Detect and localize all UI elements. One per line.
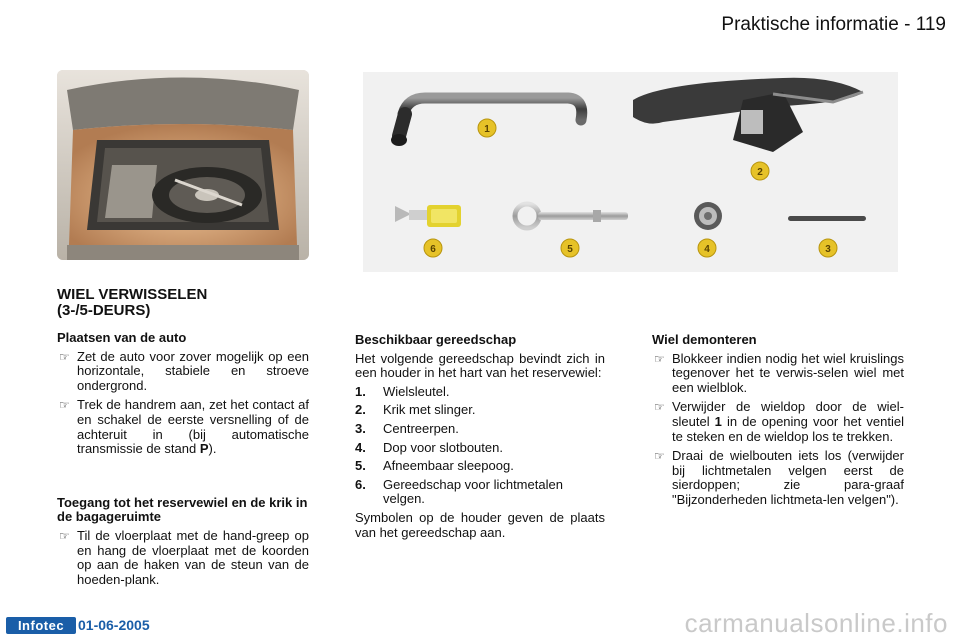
tool-number: 4. (355, 439, 366, 455)
tool-list-item (355, 478, 605, 507)
tool-list-item (355, 441, 605, 456)
pointing-hand-icon: ☞ (654, 351, 665, 366)
tool-list-item (355, 403, 605, 418)
pointing-hand-icon: ☞ (59, 398, 70, 413)
infotec-logo: Infotec (6, 617, 76, 634)
section-title (57, 287, 207, 319)
tool-label-5: 5 (567, 244, 573, 255)
removal-heading: Wiel demonteren (652, 332, 757, 347)
gear-position-value: P (199, 441, 209, 457)
tool-name: Krik met slinger. (383, 402, 476, 418)
tool-name: Gereedschap voor lichtmetalen velgen. (383, 476, 563, 507)
section-title-line-1: WIEL VERWISSELEN (57, 286, 208, 303)
bullet-text: Blokkeer indien nodig het wiel kruislings tegenover het te verwis-selen wiel met een wielblok. (672, 350, 904, 395)
tool-number: 5. (355, 458, 366, 474)
footer-date: 01-06-2005 (78, 617, 150, 633)
pointing-hand-icon: ☞ (59, 349, 70, 364)
column-positioning (57, 331, 309, 592)
bullet-text: Verwijder de wieldop door de wiel-sleutel (672, 399, 904, 429)
tool-label-2: 2 (757, 167, 763, 178)
tool-list-item (355, 459, 605, 474)
pointing-hand-icon: ☞ (59, 528, 70, 543)
centring-pin-icon (788, 216, 866, 221)
bullet-text: Zet de auto voor zover mogelijk op een horizontale, stabiele en stroeve ondergrond. (77, 348, 309, 393)
bullet-item (57, 529, 309, 587)
tool-number: 6. (355, 476, 366, 492)
tool-label-3: 3 (825, 244, 831, 255)
tools-photo (363, 72, 898, 272)
tool-name: Centreerpen. (383, 420, 459, 436)
page-header: Praktische informatie - 119 (721, 14, 946, 35)
watermark: carmanualsonline.info (684, 608, 948, 638)
bullet-item (652, 352, 904, 396)
tools-outro: Symbolen op de houder geven de plaats van het gereedschap aan. (355, 509, 605, 540)
bullet-text-suffix: ). (208, 441, 217, 457)
tool-label-6: 6 (430, 244, 436, 255)
bullet-text: in de opening voor het ventiel te steken en de wieldop los te trekken. (672, 413, 904, 444)
section-title-line-2: (3-/5-DEURS) (57, 302, 151, 319)
lock-bolt-cap-icon (694, 202, 722, 230)
tool-number: 1. (355, 383, 366, 399)
bullet-text: Trek de handrem aan, zet het contact af en schakel de eerste versnelling of de achteruit in (bij automatische transmissie de stand (77, 397, 309, 457)
column-removal (652, 333, 904, 513)
tool-reference-number: 1 (714, 413, 722, 429)
tool-label-1: 1 (484, 124, 490, 135)
tools-heading: Beschikbaar gereedschap (355, 332, 517, 347)
pointing-hand-icon: ☞ (654, 449, 665, 464)
bullet-item (652, 400, 904, 444)
tool-name: Wielsleutel. (383, 383, 450, 399)
column-tools (355, 333, 605, 544)
bullet-text: Draai de wielbouten iets los (verwijder bij lichtmetalen velgen eerst de sierdoppen; zie para-graaf "Bijzonderheden lichtmeta-len velgen"). (672, 448, 904, 507)
tool-label-4: 4 (704, 244, 710, 255)
tool-name: Dop voor slotbouten. (383, 439, 503, 455)
tool-list-item (355, 422, 605, 437)
bullet-item (652, 449, 904, 507)
trunk-photo (57, 70, 309, 260)
tool-list-item (355, 385, 605, 400)
tool-name: Afneembaar sleepoog. (383, 458, 514, 474)
tools-intro: Het volgende gereedschap bevindt zich in een houder in het hart van het reservewiel: (355, 350, 605, 381)
bullet-text: Til de vloerplaat met de hand-greep op en hang de vloerplaat met de koorden op aan de haken van de steun van de hoeden-plank. (77, 527, 309, 587)
bullet-item (57, 398, 309, 456)
pointing-hand-icon: ☞ (654, 400, 665, 415)
bullet-item (57, 350, 309, 394)
access-heading: Toegang tot het reservewiel en de krik in de bagageruimte (57, 494, 308, 525)
tool-number: 2. (355, 402, 366, 418)
tool-number: 3. (355, 420, 366, 436)
positioning-heading: Plaatsen van de auto (57, 330, 187, 345)
